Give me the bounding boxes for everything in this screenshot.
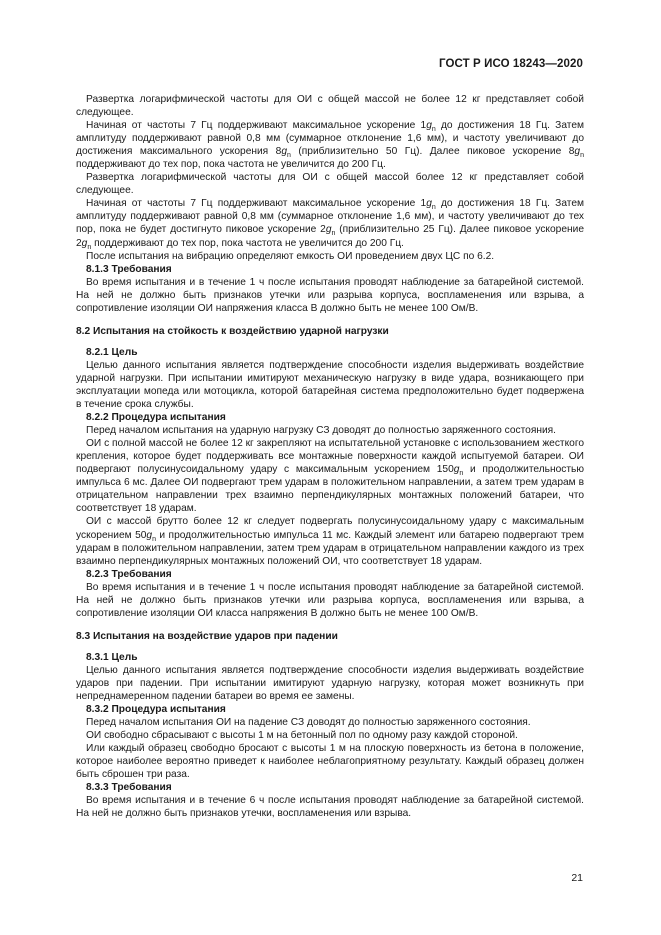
section-heading-8-3-1: 8.3.1 Цель (86, 651, 138, 663)
section-heading-8-3: 8.3 Испытания на воздействие ударов при падении (76, 630, 338, 642)
paragraph: Развертка логарифмической частоты для ОИ с общей массой более 12 кг представляет собой следующее. (76, 172, 584, 197)
section-heading-8-2-2: 8.2.2 Процедура испытания (86, 412, 226, 424)
paragraph: Развертка логарифмической частоты для ОИ с общей массой не более 12 кг представляет собой следующее. (76, 94, 584, 119)
paragraph: ОИ свободно сбрасывают с высоты 1 м на бетонный пол по одному разу каждой стороной. (86, 730, 518, 742)
paragraph: Во время испытания и в течение 1 ч после испытания проводят наблюдение за батарейной системой. На ней не должно быть признаков утечки или разрыва корпуса, воспламенения или взрыва, а сопротивление изоляции ОИ класса напряжения В должно быть не менее 100 Ом/В. (76, 581, 584, 619)
section-heading-8-2: 8.2 Испытания на стойкость к воздействию ударной нагрузки (76, 325, 389, 337)
paragraph: Начиная от частоты 7 Гц поддерживают максимальное ускорение $1g_n$ до достижения 18 Гц. Затем амплитуду поддерживают равной 0,8 мм (суммарное отклонение 1,6 мм), и частоту увеличивают до тех пор, пока не будет достигнуто пиковое ускорение $2g_n$ (приблизительно 25 Гц). Далее пиковое ускорение $2g_n$ поддерживают до тех пор, пока частота не увеличится до 200 Гц. (76, 198, 584, 251)
document-body (76, 93, 584, 820)
paragraph: Во время испытания и в течение 1 ч после испытания проводят наблюдение за батарейной системой. На ней не должно быть признаков утечки или разрыва корпуса, воспламенения или взрыва, а сопротивление изоляции ОИ напряжения класса В должно быть не менее 100 Ом/В. (76, 276, 584, 314)
section-heading-8-3-3: 8.3.3 Требования (86, 782, 172, 794)
paragraph: Целью данного испытания является подтверждение способности изделия выдерживать воздействие ударной нагрузки. При испытании имитируют механическую нагрузку в виде удара, возникающего при эксплуатации мопеда или мотоцикла, которой батарейная система предположительно будет подвержена в течение срока службы. (76, 359, 584, 411)
section-heading-8-2-3: 8.2.3 Требования (86, 568, 172, 580)
paragraph: После испытания на вибрацию определяют емкость ОИ проведением двух ЦС по 6.2. (86, 250, 495, 262)
document-header: ГОСТ Р ИСО 18243—2020 (438, 58, 583, 70)
paragraph: ОИ с полной массой не более 12 кг закрепляют на испытательной установке с использованием жесткого крепления, которое будет поддерживать все монтажные поверхности каждой испытуемой батареи. ОИ подвергают полусинусоидальному удару с максимальным ускорением $150g_n$ и продолжительностью импульса 6 мс. Далее ОИ подвергают трем ударам в положительном направлении, а затем трем ударам в отрицательном направлении трех взаимно перпендикулярных монтажных положений батареи, что соответствует 18 ударам. (76, 438, 584, 515)
section-heading-8-3-2: 8.3.2 Процедура испытания (86, 704, 226, 716)
paragraph: Или каждый образец свободно бросают с высоты 1 м на плоскую поверхность из бетона в положение, которое наиболее вероятно приведет к наиболее неблагоприятному результату. Каждый образец должен быть сброшен три раза. (76, 743, 584, 781)
paragraph: Перед началом испытания ОИ на падение СЗ доводят до полностью заряженного состояния. (86, 717, 531, 729)
paragraph: Начиная от частоты 7 Гц поддерживают максимальное ускорение $1g_n$ до достижения 18 Гц. Затем амплитуду поддерживают равной 0,8 мм (суммарное отклонение 1,6 мм), и частоту увеличивают до достижения максимального ускорения $8g_n$ (приблизительно 50 Гц). Далее пиковое ускорение $8g_n$ поддерживают до тех пор, пока частота не увеличится до 200 Гц. (76, 120, 584, 171)
section-heading-8-2-1: 8.2.1 Цель (86, 346, 138, 358)
paragraph: ОИ с массой брутто более 12 кг следует подвергать полусинусоидальному удару с максимальным ускорением $50g_n$ и продолжительностью импульса 11 мс. Каждый элемент или батарею подвергают трем ударам в положительном направлении, затем трем ударам в отрицательном направлении каждого из трех взаимно перпендикулярных монтажных положений ОИ, что соответствует 18 ударам. (76, 516, 584, 567)
page-number: 21 (571, 872, 583, 884)
paragraph: Во время испытания и в течение 6 ч после испытания проводят наблюдение за батарейной системой. На ней не должно быть признаков утечки, воспламенения или взрыва. (76, 795, 584, 820)
paragraph: Целью данного испытания является подтверждение способности изделия выдерживать воздействие ударов при падении. При испытании имитируют ударную нагрузку, которая может возникнуть при непреднамеренном падении батареи во время ее замены. (76, 664, 584, 703)
paragraph: Перед началом испытания на ударную нагрузку СЗ доводят до полностью заряженного состояния. (86, 425, 557, 437)
section-heading-8-1-3: 8.1.3 Требования (86, 263, 172, 275)
